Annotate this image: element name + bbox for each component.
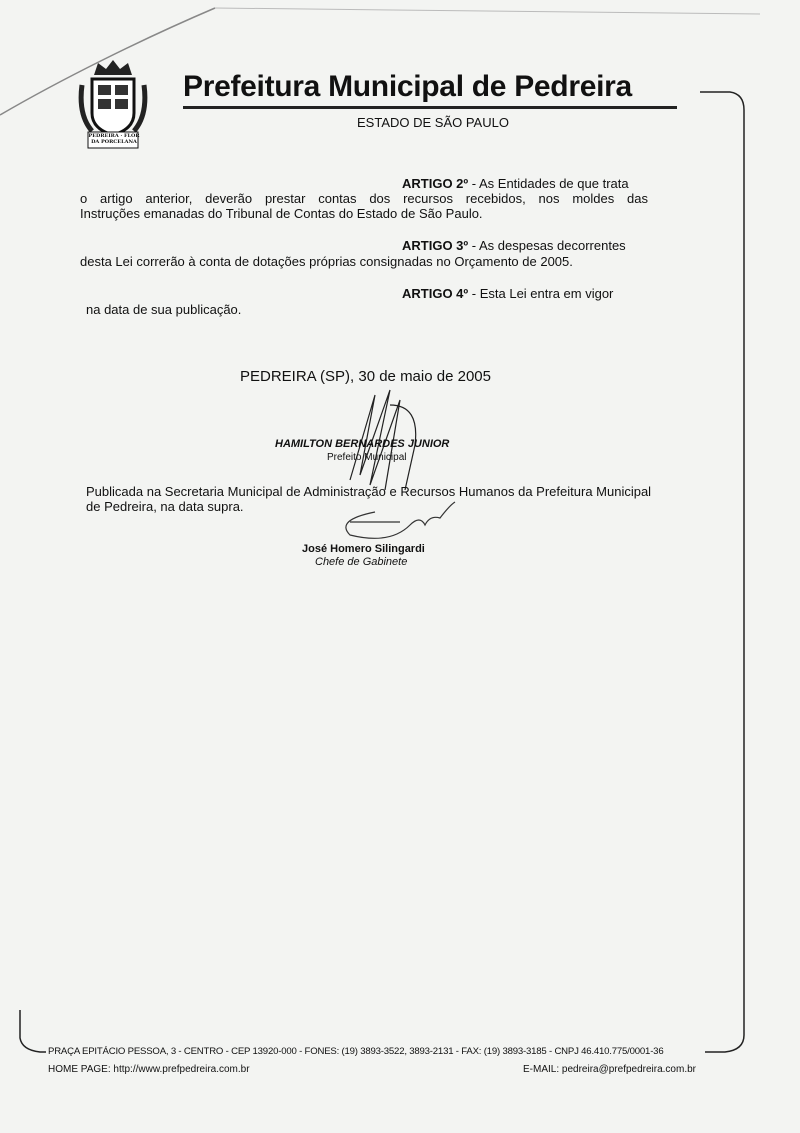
article-4-heading — [402, 286, 613, 302]
footer-homepage[interactable]: HOME PAGE: http://www.prefpedreira.com.br — [48, 1064, 250, 1075]
date-line: PEDREIRA (SP), 30 de maio de 2005 — [240, 368, 491, 385]
footer-email[interactable]: E-MAIL: pedreira@prefpedreira.com.br — [523, 1064, 696, 1075]
article-2-first-text: - As Entidades de que trata — [468, 176, 629, 191]
publication-line-1: Publicada na Secretaria Municipal de Administração e Recursos Humanos da Prefeitura Municipal — [86, 484, 652, 499]
publication-line-2: de Pedreira, na data supra. — [86, 499, 244, 514]
article-3-line-1: desta Lei correrão à conta de dotações próprias consignadas no Orçamento de 2005. — [80, 254, 573, 269]
article-2-line-2: Instruções emanadas do Tribunal de Contas do Estado de São Paulo. — [80, 206, 483, 221]
article-4-line-1: na data de sua publicação. — [86, 302, 242, 317]
article-2-heading — [402, 176, 629, 192]
signer2-name: José Homero Silingardi — [302, 543, 425, 555]
article-4-first-text: - Esta Lei entra em vigor — [468, 286, 614, 301]
signer2-role: Chefe de Gabinete — [315, 556, 408, 568]
article-4-label: ARTIGO 4º — [402, 286, 469, 301]
article-3-first-text: - As despesas decorrentes — [468, 238, 626, 253]
page-title: Prefeitura Municipal de Pedreira — [183, 70, 632, 103]
page-subtitle: ESTADO DE SÃO PAULO — [357, 115, 509, 130]
title-underline — [183, 106, 677, 109]
signer1-role: Prefeito Municipal — [327, 452, 407, 463]
article-3-label: ARTIGO 3º — [402, 238, 469, 253]
signer1-name: HAMILTON BERNARDES JUNIOR — [275, 438, 450, 450]
article-2-line-1: o artigo anterior, deverão prestar contas dos recursos recebidos, nos moldes das — [80, 191, 648, 206]
article-3-heading — [402, 238, 626, 254]
crest-lettering: PEDREIRA · FLOR DA PORCELANA — [88, 133, 140, 145]
footer-address: PRAÇA EPITÁCIO PESSOA, 3 - CENTRO - CEP 13920-000 - FONES: (19) 3893-3522, 3893-2131 - FAX: (19) 3893-3185 - CNPJ 46.410.775/0001-36 — [48, 1046, 664, 1057]
article-2-label: ARTIGO 2º — [402, 176, 469, 191]
signature-chief — [330, 500, 460, 545]
